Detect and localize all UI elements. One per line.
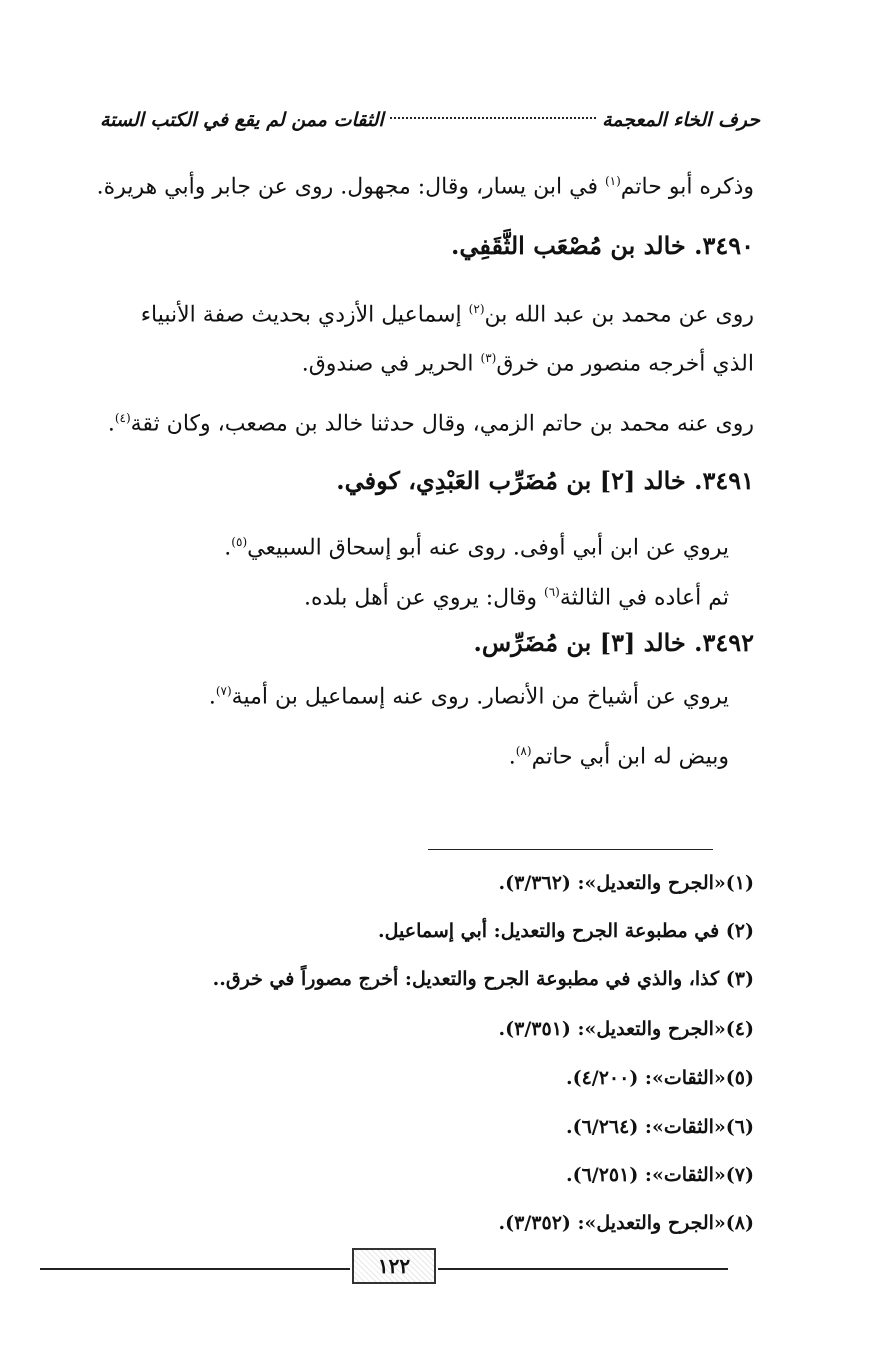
footnote-ref: (٧) [215,684,232,698]
footnote-separator [428,849,713,850]
body-line: يروي عن أشياخ من الأنصار. روى عنه إسماعيل بن أمية$^{(٧)}$. [208,684,729,710]
header-book-title: الثقات ممن لم يقع في الكتب الستة [100,109,384,131]
header-leader-dots [390,115,596,119]
body-line: روى عنه محمد بن حاتم الزمي، وقال حدثنا خالد بن مصعب، وكان ثقة$^{(٤)}$. [107,411,754,437]
footer-rule-right [438,1268,728,1270]
footnote: (٧)«الثقات»: (٦/٢٥١). [565,1164,754,1186]
footnote: (٣) كذا، والذي في مطبوعة الجرح والتعديل: أخرج مصوراً في خرق.. [212,968,754,990]
body-line: ثم أعاده في الثالثة$^{(٦)}$ وقال: يروي عن أهل بلده. [303,585,729,611]
entry-heading: ٣٤٩٠. خالد بن مُصْعَب الثَّقَفِي. [450,231,754,260]
footnote: (١)«الجرح والتعديل»: (٣/٣٦٢). [498,872,754,894]
footnote-ref: (٥) [231,535,248,549]
page-number: ١٢٢ [352,1248,436,1284]
footnote-ref: (٢) [468,302,485,316]
footnote: (٥)«الثقات»: (٤/٢٠٠). [565,1067,754,1089]
body-line: روى عن محمد بن عبد الله بن$^{(٢)}$ إسماعيل الأزدي بحديث صفة الأنبياء [140,302,754,328]
footnote-ref: (٦) [544,585,560,599]
body-line: وذكره أبو حاتم$^{(١)}$ في ابن يسار، وقال: مجهول. روى عن جابر وأبي هريرة. [96,174,754,200]
body-line: الذي أخرجه منصور من خرق$^{(٣)}$ الحرير في صندوق. [301,351,754,377]
running-header [100,100,760,140]
footnote-ref: (١) [604,174,621,188]
footnote: (٨)«الجرح والتعديل»: (٣/٣٥٢). [498,1212,754,1234]
entry-heading: ٣٤٩٢. خالد [٣] بن مُضَرِّس. [473,628,754,657]
entry-heading: ٣٤٩١. خالد [٢] بن مُضَرِّب العَبْدِي، كوفي. [336,466,754,495]
footnote: (٦)«الثقات»: (٦/٢٦٤). [565,1116,754,1138]
footnote-ref: (٤) [114,411,131,425]
header-chapter: حرف الخاء المعجمة [602,109,760,131]
footnote: (٢) في مطبوعة الجرح والتعديل: أبي إسماعيل. [378,920,754,942]
body-line: وبيض له ابن أبي حاتم$^{(٨)}$. [508,744,729,770]
footnote-ref: (٣) [480,351,497,365]
footnote-ref: (٨) [515,744,532,758]
body-line: يروي عن ابن أبي أوفى. روى عنه أبو إسحاق السبيعي$^{(٥)}$. [224,535,729,561]
footnote: (٤)«الجرح والتعديل»: (٣/٣٥١). [498,1018,754,1040]
footer-rule-left [40,1268,350,1270]
